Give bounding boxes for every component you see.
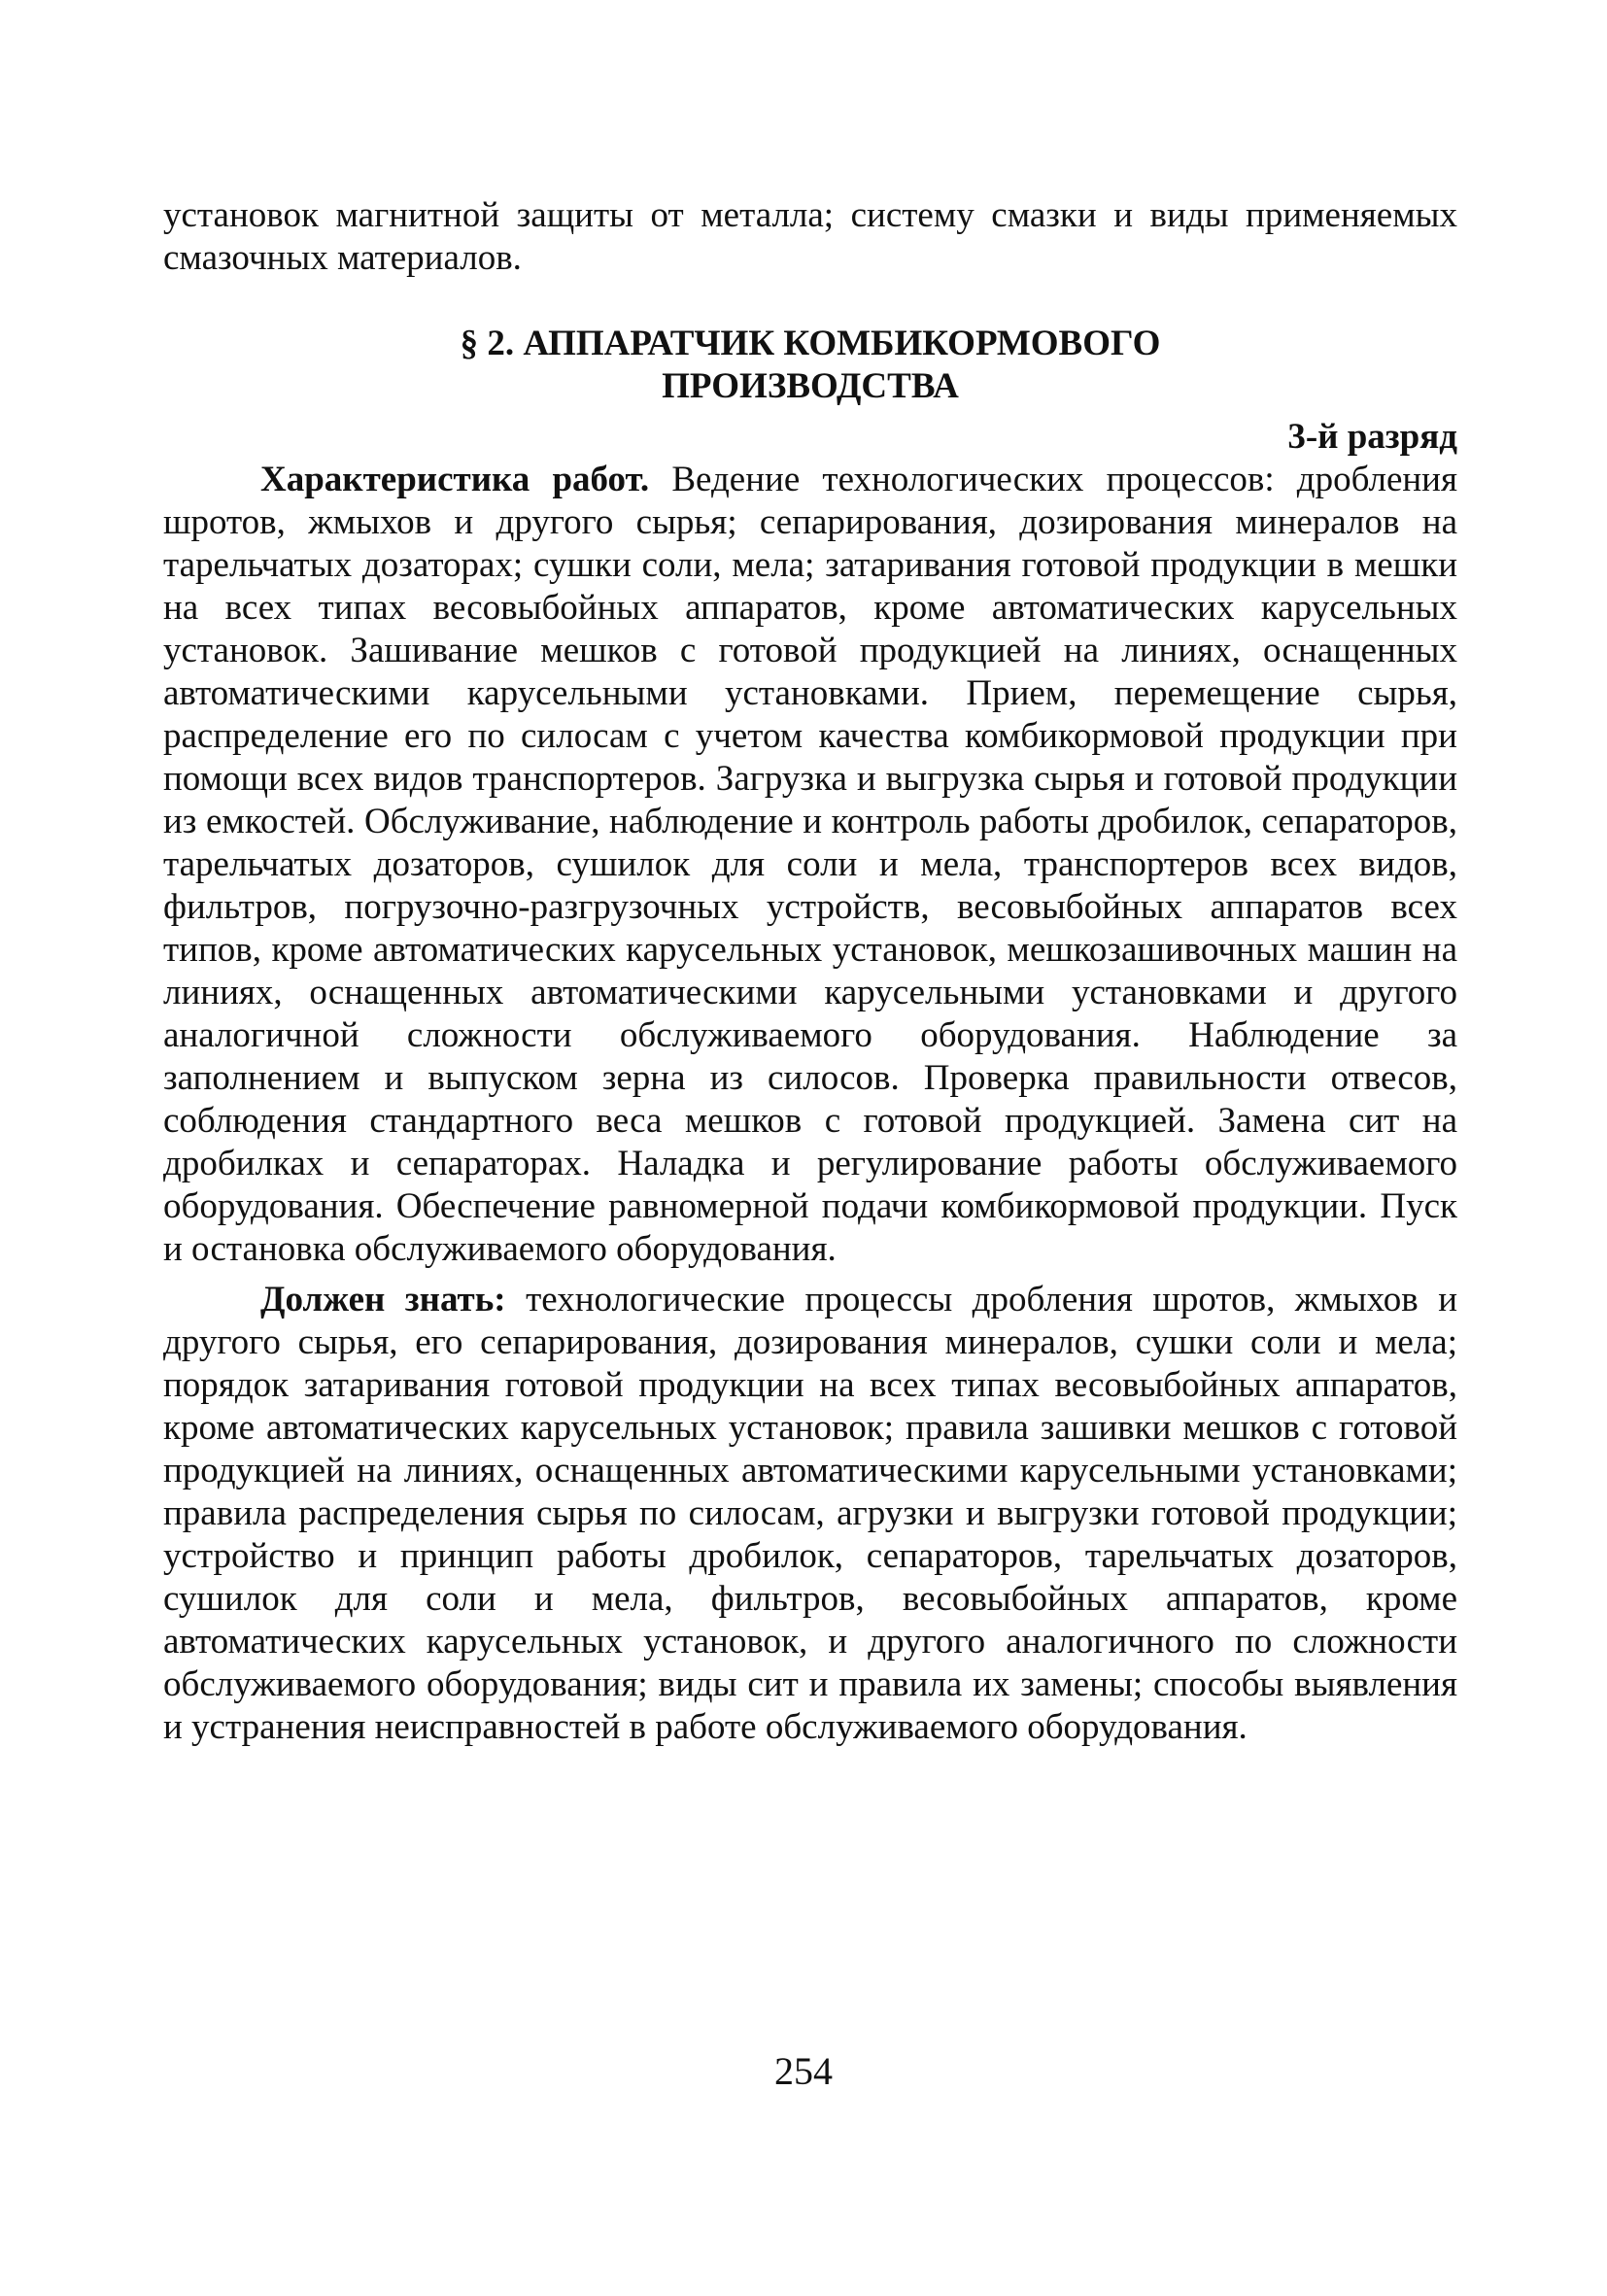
intro-paragraph: установок магнитной защиты от металла; систему смазки и виды применяемых смазочных материалов. bbox=[163, 195, 1457, 278]
grade-label: 3-й разряд bbox=[1287, 417, 1457, 457]
work-characteristic-paragraph bbox=[163, 459, 1457, 1271]
section-title-line-2: ПРОИЗВОДСТВА bbox=[662, 366, 959, 406]
work-characteristic-text: Ведение технологических процессов: дробления шротов, жмыхов и другого сырья; сепарирования, дозирования минералов на тарельчатых дозаторах; сушки соли, мела; затаривания готовой продукции в мешки на всех типах весовыбойных аппаратов, кроме автоматических карусельных установок. Зашивание мешков с готовой продукцией на линиях, оснащенных автоматическими карусельными установками. Прием, перемещение сырья, распределение его по силосам с учетом качества комбикормовой продукции при помощи всех видов транспортеров. Загрузка и выгрузка сырья и готовой продукции из емкостей. Обслуживание, наблюдение и контроль работы дробилок, сепараторов, тарельчатых дозаторов, сушилок для соли и мела, транспортеров всех видов, фильтров, погрузочно-разгрузочных устройств, весовыбойных аппаратов всех типов, кроме автоматических карусельных установок, мешкозашивочных машин на линиях, оснащенных автоматическими карусельными установками и другого аналогичной сложности обслуживаемого оборудования. Наблюдение за заполнением и выпуском зерна из силосов. Проверка правильности отвесов, соблюдения стандартного веса мешков с готовой продукцией. Замена сит на дробилках и сепараторах. Наладка и регулирование работы обслуживаемого оборудования. Обеспечение равномерной подачи комбикормовой продукции. Пуск и остановка обслуживаемого оборудования. bbox=[163, 460, 1458, 1269]
section-title-line-1: § 2. АППАРАТЧИК КОМБИКОРМОВОГО bbox=[460, 324, 1161, 363]
text-column bbox=[163, 194, 1457, 1749]
required-knowledge-lead: Должен знать: bbox=[260, 1280, 506, 1319]
work-characteristic-lead: Характеристика работ. bbox=[260, 460, 650, 499]
required-knowledge-paragraph bbox=[163, 1279, 1457, 1749]
page-number: 254 bbox=[774, 2049, 833, 2093]
section-heading bbox=[163, 323, 1457, 408]
required-knowledge-text: технологические процессы дробления шротов, жмыхов и другого сырья, его сепарирования, дозирования минералов, сушки соли и мела; порядок затаривания готовой продукции на всех типах весовыбойных аппаратов, кроме автоматических карусельных установок; правила зашивки мешков с готовой продукцией на линиях, оснащенных автоматическими карусельными установками; правила распределения сырья по силосам, агрузки и выгрузки готовой продукции; устройство и принцип работы дробилок, сепараторов, тарельчатых дозаторов, сушилок для соли и мела, фильтров, весовыбойных аппаратов, кроме автоматических карусельных установок, и другого аналогичного по сложности обслуживаемого оборудования; виды сит и правила их замены; способы выявления и устранения неисправностей в работе обслуживаемого оборудования. bbox=[163, 1280, 1458, 1747]
